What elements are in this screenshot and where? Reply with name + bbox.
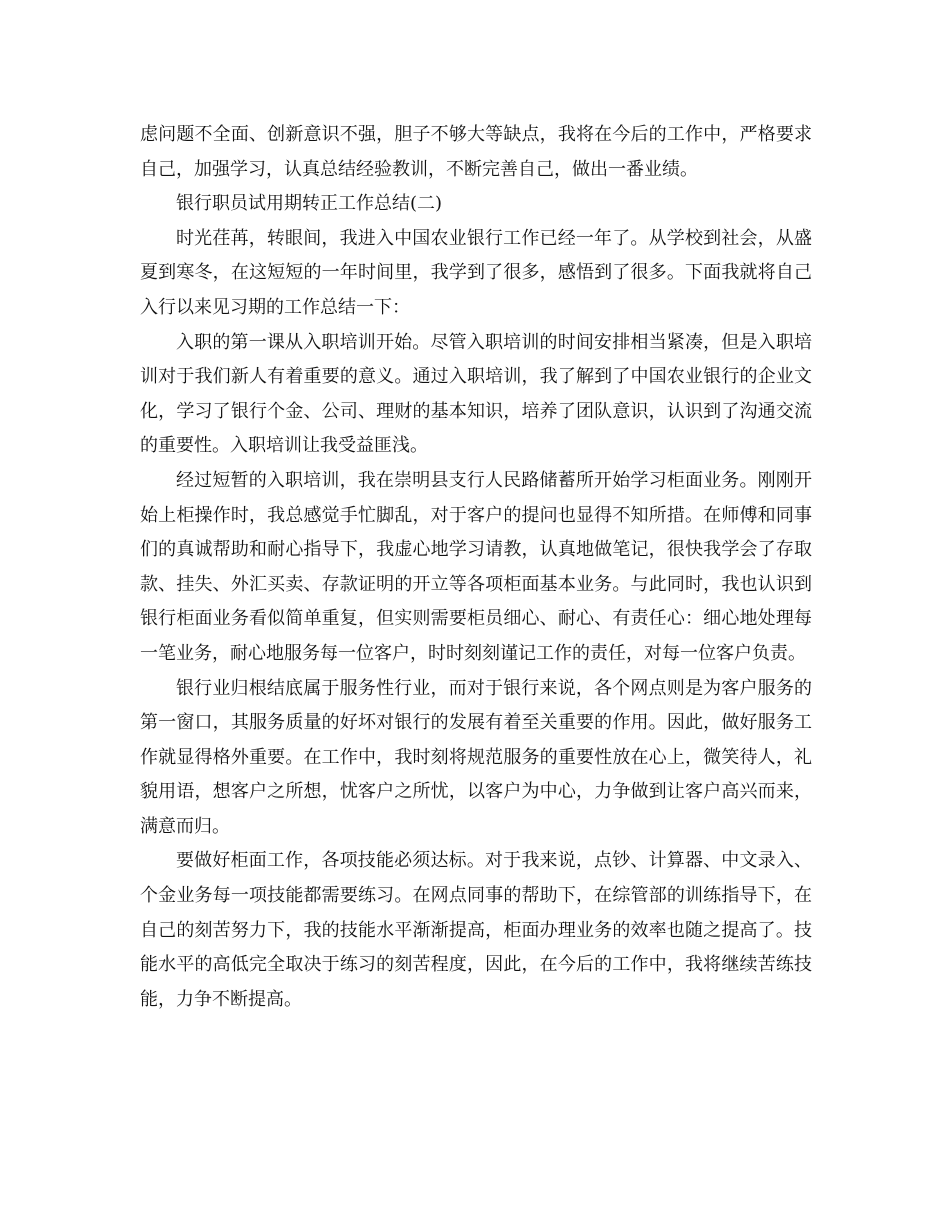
document-page	[140, 118, 812, 1017]
section-heading: 银行职员试用期转正工作总结(二)	[176, 193, 443, 215]
paragraph: 入职的第一课从入职培训开始。尽管入职培训的时间安排相当紧凑，但是入职培训对于我们新人有着重要的意义。通过入职培训，我了解到了中国农业银行的企业文化，学习了银行个金、公司、理财的基本知识，培养了团队意识，认识到了沟通交流的重要性。入职培训让我受益匪浅。	[140, 331, 812, 457]
paragraph: 要做好柜面工作，各项技能必须达标。对于我来说，点钞、计算器、中文录入、个金业务每一项技能都需要练习。在网点同事的帮助下，在综管部的训练指导下，在自己的刻苦努力下，我的技能水平渐渐提高，柜面办理业务的效率也随之提高了。技能水平的高低完全取决于练习的刻苦程度，因此，在今后的工作中，我将继续苦练技能，力争不断提高。	[140, 850, 812, 1010]
paragraph-continuation: 虑问题不全面、创新意识不强，胆子不够大等缺点，我将在今后的工作中，严格要求自己，加强学习，认真总结经验教训，不断完善自己，做出一番业绩。	[140, 124, 812, 180]
paragraph: 时光荏苒，转眼间，我进入中国农业银行工作已经一年了。从学校到社会，从盛夏到寒冬，在这短短的一年时间里，我学到了很多，感悟到了很多。下面我就将自己入行以来见习期的工作总结一下：	[140, 227, 812, 318]
paragraph: 银行业归根结底属于服务性行业，而对于银行来说，各个网点则是为客户服务的第一窗口，其服务质量的好坏对银行的发展有着至关重要的作用。因此，做好服务工作就显得格外重要。在工作中，我时刻将规范服务的重要性放在心上，微笑待人，礼貌用语，想客户之所想，忧客户之所忧，以客户为中心，力争做到让客户高兴而来，满意而归。	[140, 677, 812, 837]
paragraph: 经过短暂的入职培训，我在崇明县支行人民路储蓄所开始学习柜面业务。刚刚开始上柜操作时，我总感觉手忙脚乱，对于客户的提问也显得不知所措。在师傅和同事们的真诚帮助和耐心指导下，我虚心地学习请教，认真地做笔记，很快我学会了存取款、挂失、外汇买卖、存款证明的开立等各项柜面基本业务。与此同时，我也认识到银行柜面业务看似简单重复，但实则需要柜员细心、耐心、有责任心：细心地处理每一笔业务，耐心地服务每一位客户，时时刻刻谨记工作的责任，对每一位客户负责。	[140, 469, 812, 664]
